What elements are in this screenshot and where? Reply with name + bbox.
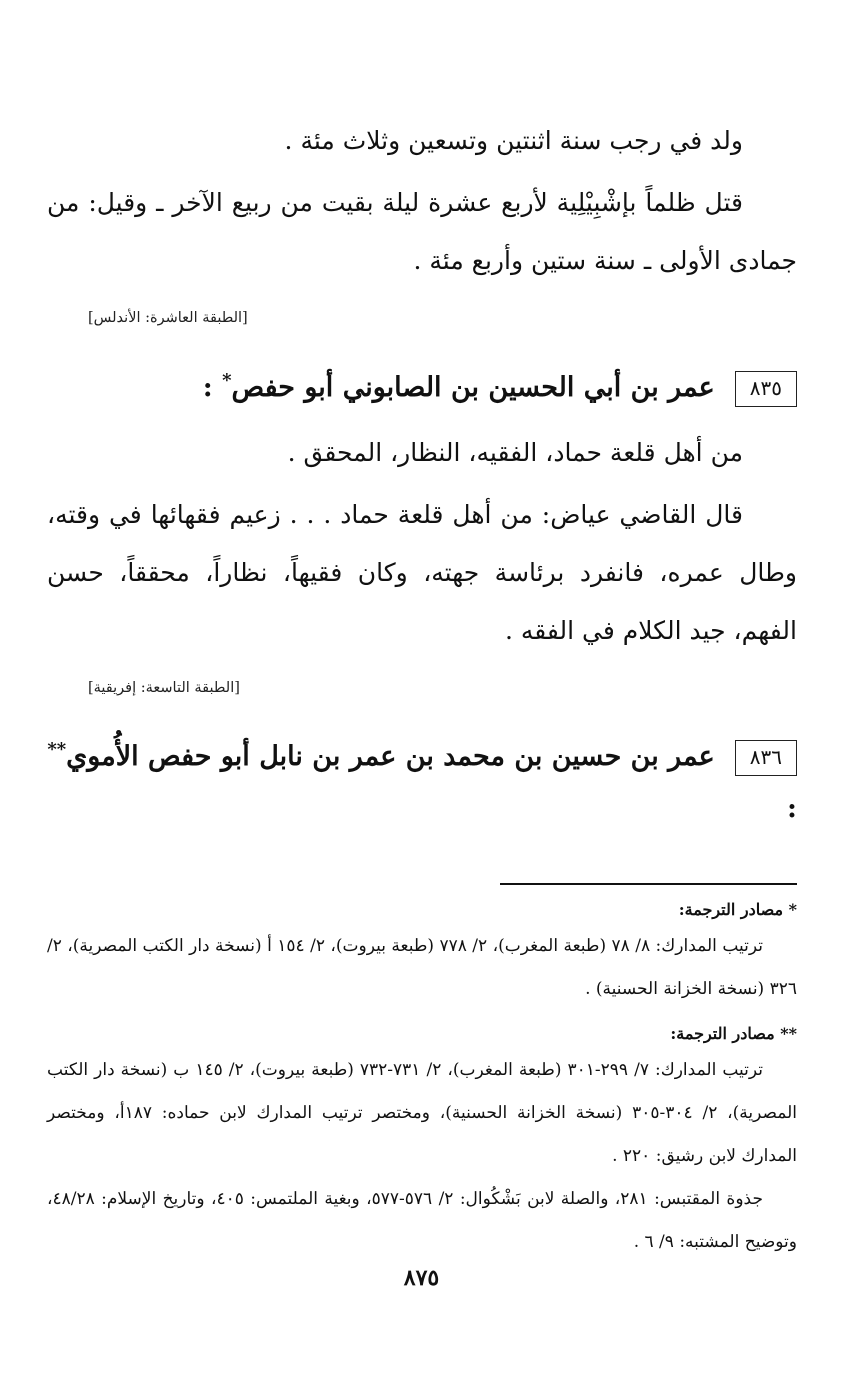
footnote-text-3: جذوة المقتبس: ٢٨١، والصلة لابن بَشْكُوال: ٢/ ٥٧٦-٥٧٧، وبغية الملتمس: ٤٠٥، وتاريخ الإسلام: ٤٨/٢٨، وتوضيح المشتبه: ٩/ ٦ . bbox=[47, 1189, 797, 1252]
footnote-heading-1: * مصادر الترجمة: bbox=[678, 900, 797, 919]
footnote-marker: ** bbox=[47, 739, 67, 760]
entry-number-box: ٨٣٥ bbox=[735, 371, 797, 407]
tier-label-ninth: [الطبقة التاسعة: إفريقية] bbox=[88, 680, 240, 696]
footnote-text-1: ترتيب المدارك: ٨/ ٧٨ (طبعة المغرب)، ٢/ ٧٧٨ (طبعة بيروت)، ٢/ ١٥٤ أ (نسخة دار الكتب المصرية)، ٢/ ٣٢٦ (نسخة الخزانة الحسنية) . bbox=[47, 936, 797, 999]
footnote-heading-2: ** مصادر الترجمة: bbox=[670, 1024, 797, 1043]
paragraph-origin: من أهل قلعة حماد، الفقيه، النظار، المحقق . bbox=[287, 438, 743, 467]
footnote-text-2: ترتيب المدارك: ٧/ ٢٩٩-٣٠١ (طبعة المغرب)، ٢/ ٧٣١-٧٣٢ (طبعة بيروت)، ٢/ ١٤٥ ب (نسخة دار الكتب المصرية)، ٢/ ٣٠٤-٣٠٥ (نسخة الخزانة الحسنية)، ومختصر ترتيب المدارك لابن حماده: ١٨٧أ، ومختصر المدارك لابن رشيق: ٢٢٠ . bbox=[47, 1060, 797, 1166]
paragraph-qadi-iyad: قال القاضي عياض: من أهل قلعة حماد . . . زعيم فقهائها في وقته، وطال عمره، فانفرد برئاسة جهته، وكان فقيهاً، نظاراً، محققاً، حسن الفهم، جيد الكلام في الفقه . bbox=[47, 500, 797, 645]
entry-name: عمر بن أبي الحسين بن الصابوني أبو حفص bbox=[231, 372, 715, 403]
paragraph-death: قتل ظلماً بإشْبِيْلِية لأربع عشرة ليلة بقيت من ربيع الآخر ـ وقيل: من جمادى الأولى ـ سنة ستين وأربع مئة . bbox=[47, 188, 797, 275]
entry-835-heading bbox=[47, 355, 797, 414]
entry-colon: : bbox=[202, 372, 213, 403]
footnote-separator bbox=[500, 883, 797, 885]
entry-colon: : bbox=[787, 793, 797, 824]
tier-label-tenth: [الطبقة العاشرة: الأندلس] bbox=[88, 310, 248, 326]
entry-number-box: ٨٣٦ bbox=[735, 740, 797, 776]
footnote-marker: * bbox=[222, 370, 232, 391]
entry-836-heading bbox=[47, 724, 797, 835]
page-number: ٨٧٥ bbox=[403, 1265, 440, 1291]
entry-name: عمر بن حسين بن محمد بن عمر بن نابل أبو حفص الأُموي bbox=[66, 741, 715, 772]
paragraph-birth: ولد في رجب سنة اثنتين وتسعين وثلاث مئة . bbox=[284, 126, 743, 155]
